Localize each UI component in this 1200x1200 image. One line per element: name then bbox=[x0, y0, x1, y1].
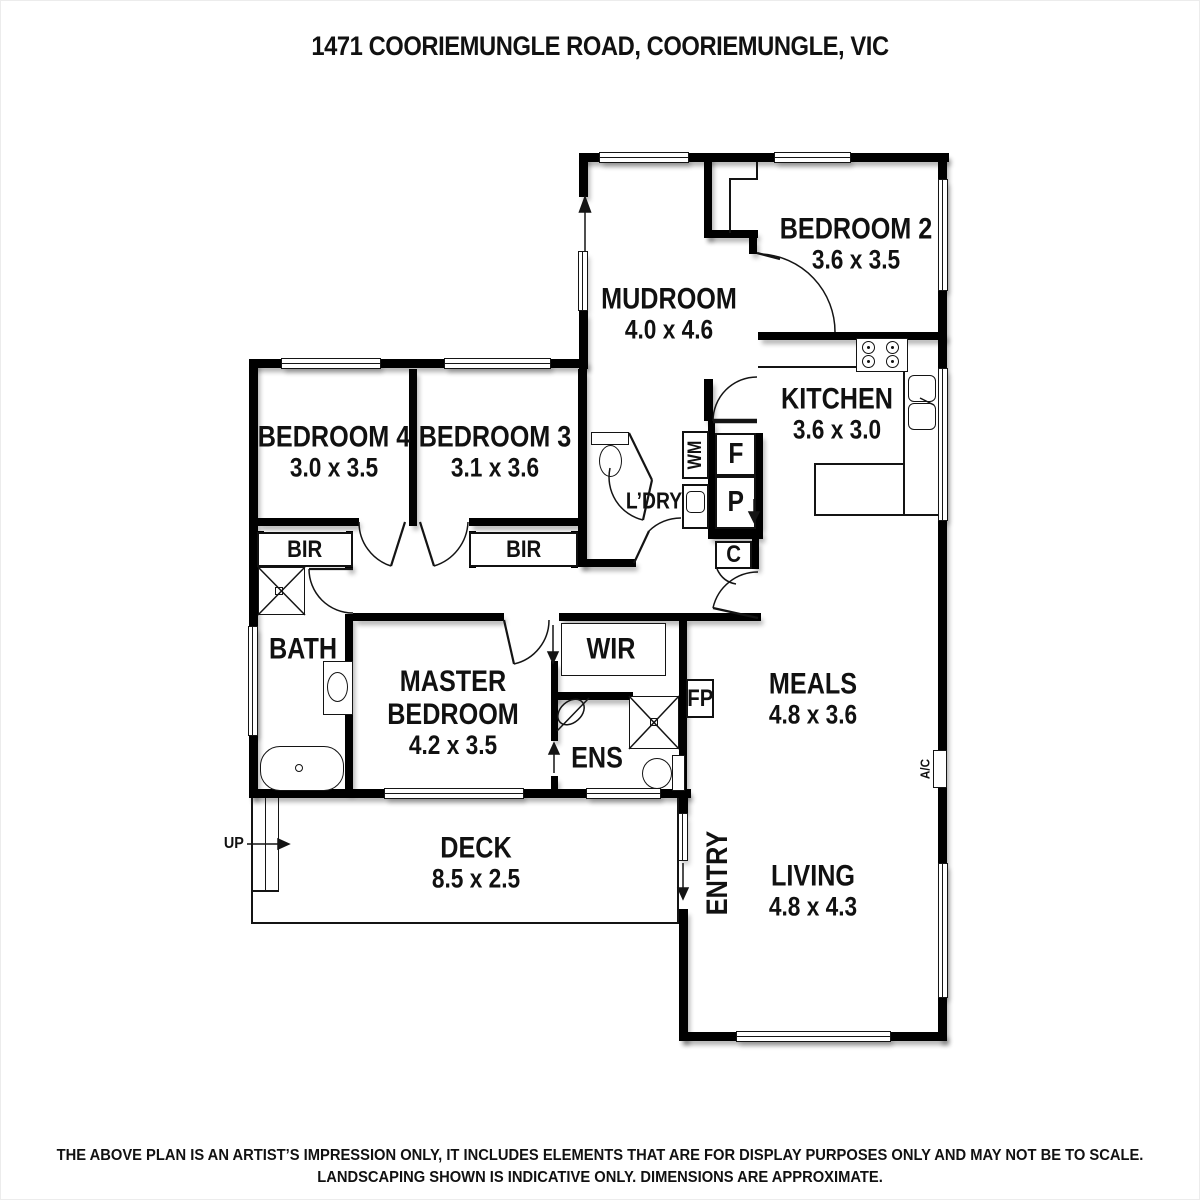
room-dims: 3.6 x 3.5 bbox=[811, 244, 901, 275]
wc-angled-wall bbox=[629, 433, 652, 480]
cupboard-label: C bbox=[726, 541, 741, 568]
pantry-arrow-head bbox=[749, 512, 759, 522]
room-name: WIR bbox=[586, 632, 636, 666]
room-name: MUDROOM bbox=[601, 282, 737, 316]
room-label-kitchen bbox=[781, 383, 893, 446]
ens-basin bbox=[553, 694, 589, 730]
stairs-up-label: UP bbox=[223, 835, 244, 852]
wm-label: WM bbox=[684, 440, 706, 470]
door-leaf bbox=[504, 620, 514, 664]
room-label-meals bbox=[769, 668, 857, 731]
room-name: BATH bbox=[268, 632, 338, 666]
room-name: MEALS bbox=[768, 667, 858, 701]
room-name: ENS bbox=[571, 741, 623, 775]
room-label-mudroom bbox=[601, 283, 737, 346]
room-label-entry: ENTRY bbox=[701, 830, 734, 916]
room-name: L’DRY bbox=[625, 487, 683, 514]
ens-passage-arrow-head bbox=[549, 743, 559, 754]
door-leaf bbox=[713, 608, 758, 618]
room-dims: 4.8 x 4.3 bbox=[768, 891, 858, 922]
room-name: KITCHEN bbox=[780, 382, 894, 416]
room-label-laundry bbox=[626, 488, 682, 513]
room-label-bedroom2 bbox=[780, 213, 933, 276]
disclaimer-line1: THE ABOVE PLAN IS AN ARTIST’S IMPRESSION ONLY, IT INCLUDES ELEMENTS THAT ARE FOR DISPLAY PURPOSES ONLY AND MAY NOT BE TO SCALE. bbox=[56, 1147, 1144, 1164]
wir-passage-arrow-head bbox=[548, 652, 558, 663]
room-label-master-bedroom bbox=[377, 665, 528, 761]
mudroom-exit-arrow-head bbox=[580, 197, 591, 212]
door-arc bbox=[713, 377, 757, 421]
door-arc bbox=[514, 620, 549, 664]
room-label-living bbox=[769, 860, 857, 923]
ac-label: A/C bbox=[917, 758, 933, 780]
deck-up-arrow-head bbox=[278, 839, 289, 849]
sink-tap bbox=[920, 398, 934, 405]
door-arc bbox=[649, 518, 681, 531]
room-name: BEDROOM 2 bbox=[779, 212, 933, 246]
page-title: 1471 COORIEMUNGLE ROAD, COORIEMUNGLE, VIC bbox=[311, 31, 889, 61]
room-label-bath bbox=[269, 633, 337, 666]
fireplace-label: FP bbox=[686, 684, 714, 712]
door-arc bbox=[359, 522, 391, 566]
door-leaf bbox=[391, 522, 405, 566]
room-dims: 3.1 x 3.6 bbox=[450, 452, 540, 483]
room-dims: 4.8 x 3.6 bbox=[768, 699, 858, 730]
room-label-bedroom3 bbox=[419, 421, 572, 484]
room-label-deck bbox=[432, 832, 520, 895]
pantry-label: P bbox=[727, 486, 744, 518]
door-arc bbox=[713, 572, 758, 608]
fridge-label: F bbox=[727, 438, 744, 470]
room-dims: 3.6 x 3.0 bbox=[792, 414, 882, 445]
ens-vanity-edge bbox=[557, 698, 589, 731]
bir-label: BIR bbox=[287, 535, 323, 563]
bir-label: BIR bbox=[505, 535, 542, 563]
shower-glass-lines bbox=[258, 567, 305, 615]
room-dims: 3.0 x 3.5 bbox=[289, 452, 379, 483]
disclaimer-line2: LANDSCAPING SHOWN IS INDICATIVE ONLY. DIMENSIONS ARE APPROXIMATE. bbox=[317, 1169, 883, 1186]
entry-arrow-head bbox=[678, 888, 688, 899]
room-name: BEDROOM 4 bbox=[257, 420, 411, 454]
room-name: LIVING bbox=[770, 859, 855, 893]
door-arc bbox=[434, 522, 468, 566]
room-dims: 4.0 x 4.6 bbox=[624, 314, 714, 345]
door-arc bbox=[309, 569, 353, 613]
room-dims: 8.5 x 2.5 bbox=[431, 863, 521, 894]
room-dims: 4.2 x 3.5 bbox=[408, 730, 498, 761]
room-name: BEDROOM 3 bbox=[418, 420, 572, 454]
room-name: MASTER BEDROOM bbox=[387, 665, 519, 732]
room-label-ens bbox=[571, 742, 623, 775]
door-leaf bbox=[420, 522, 434, 566]
room-name: DECK bbox=[440, 831, 512, 865]
plan-linework bbox=[1, 1, 1200, 1200]
room-label-wir bbox=[587, 633, 636, 666]
cupboard-door-arc bbox=[717, 569, 736, 584]
shower-glass-lines bbox=[629, 696, 679, 749]
room-label-bedroom4 bbox=[258, 421, 411, 484]
door-leaf bbox=[634, 531, 649, 563]
